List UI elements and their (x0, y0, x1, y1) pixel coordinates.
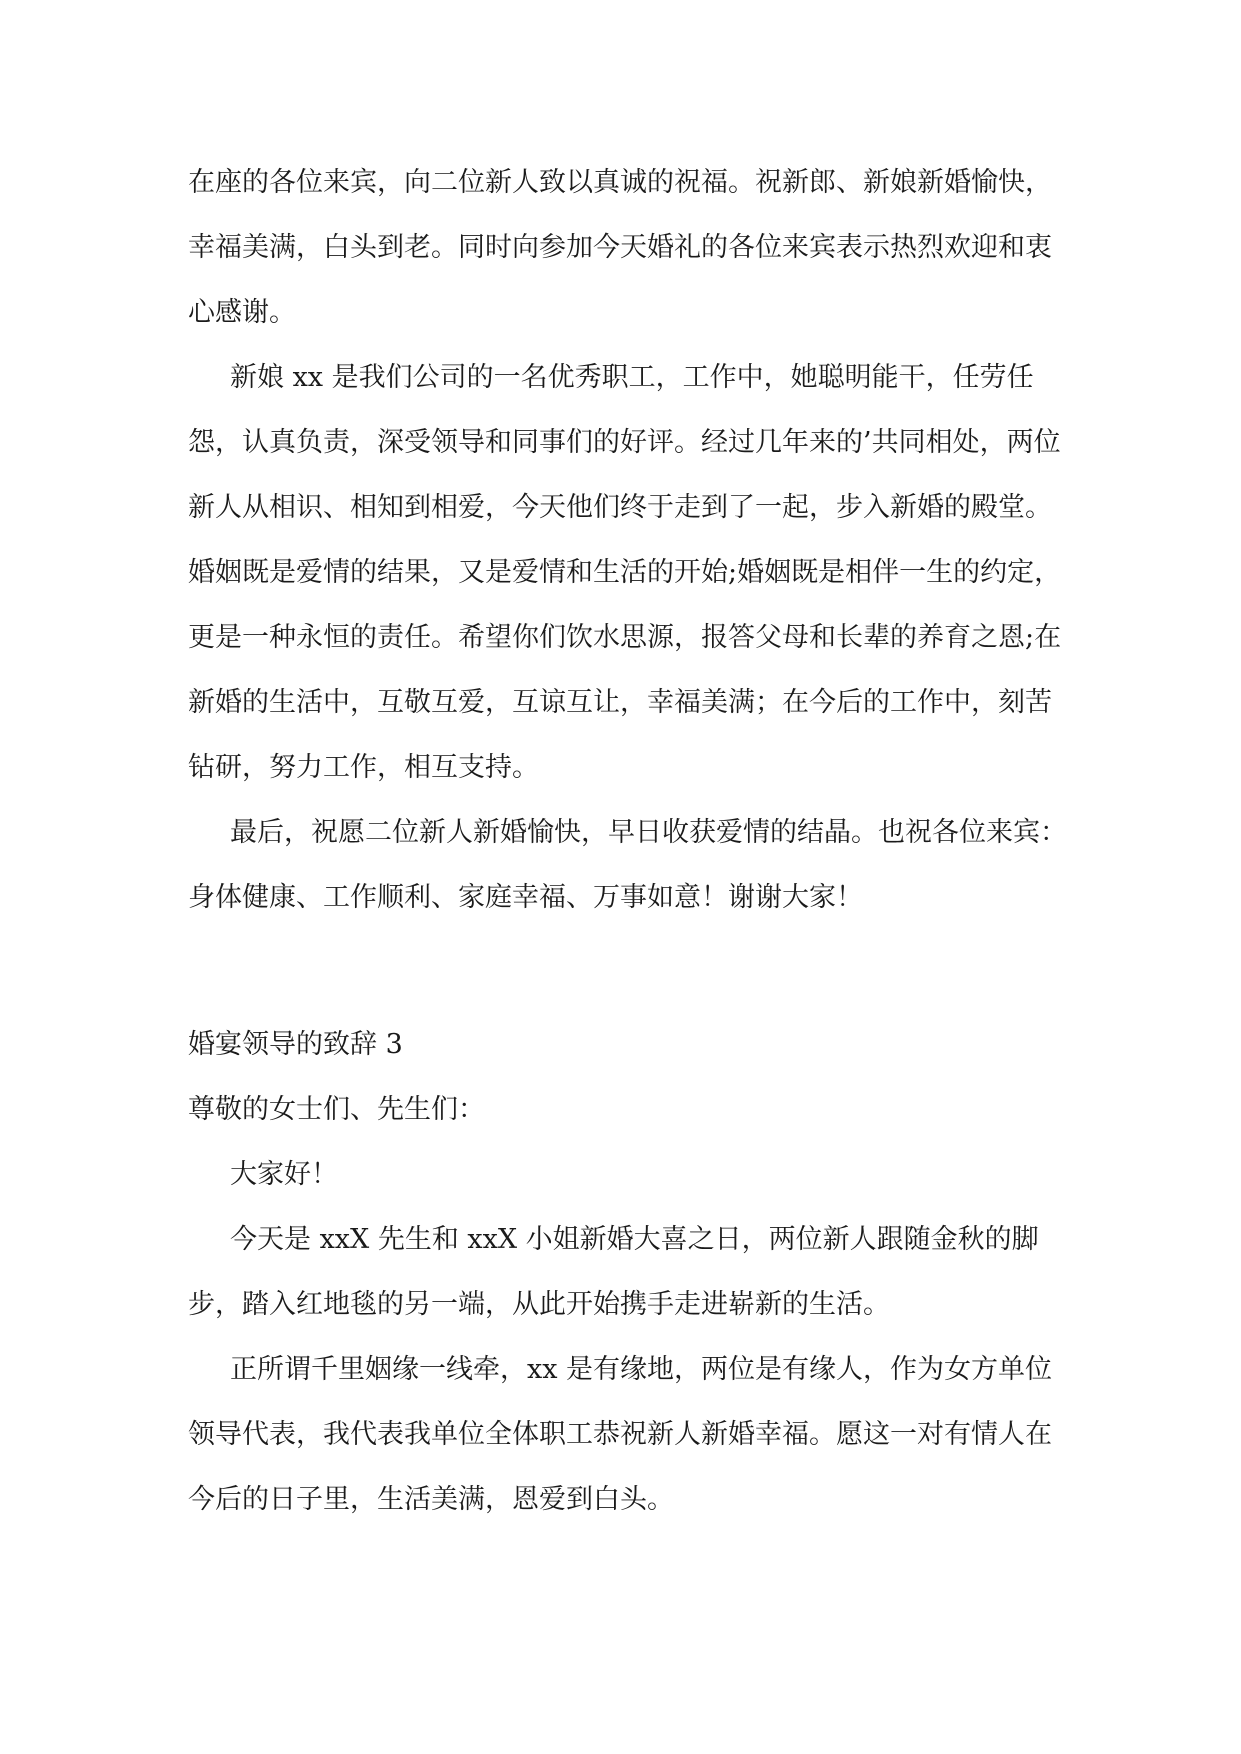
paragraph-2: 新娘 xx 是我们公司的一名优秀职工，工作中，她聪明能干，任劳任怨，认真负责，深受领导和同事们的好评。经过几年来的’共同相处，两位新人从相识、相知到相爱，今天他们终于走到了一起，步入新婚的殿堂。婚姻既是爱情的结果，又是爱情和生活的开始;婚姻既是相伴一生的约定，更是一种永恒的责任。希望你们饮水思源，报答父母和长辈的养育之恩;在新婚的生活中，互敬互爱，互谅互让，幸福美满；在今后的工作中，刻苦钻研，努力工作，相互支持。 (188, 362, 1062, 783)
paragraph-3: 最后，祝愿二位新人新婚愉快，早日收获爱情的结晶。也祝各位来宾：身体健康、工作顺利、家庭幸福、万事如意！谢谢大家！ (188, 817, 1067, 913)
section-2 (188, 1012, 1068, 1532)
salutation: 尊敬的女士们、先生们： (188, 1094, 485, 1125)
paragraph-1: 在座的各位来宾，向二位新人致以真诚的祝福。祝新郎、新娘新婚愉快，幸福美满，白头到老。同时向参加今天婚礼的各位来宾表示热烈欢迎和衷心感谢。 (188, 167, 1052, 328)
greeting: 大家好！ (230, 1159, 338, 1190)
paragraph-5: 正所谓千里姻缘一线牵，xx 是有缘地，两位是有缘人，作为女方单位领导代表，我代表我单位全体职工恭祝新人新婚幸福。愿这一对有情人在今后的日子里，生活美满，恩爱到白头。 (188, 1354, 1053, 1515)
section-1 (188, 150, 1068, 930)
section-title: 婚宴领导的致辞 3 (188, 1029, 403, 1060)
paragraph-4: 今天是 xxX 先生和 xxX 小姐新婚大喜之日，两位新人跟随金秋的脚步，踏入红地毯的另一端，从此开始携手走进崭新的生活。 (188, 1224, 1039, 1320)
